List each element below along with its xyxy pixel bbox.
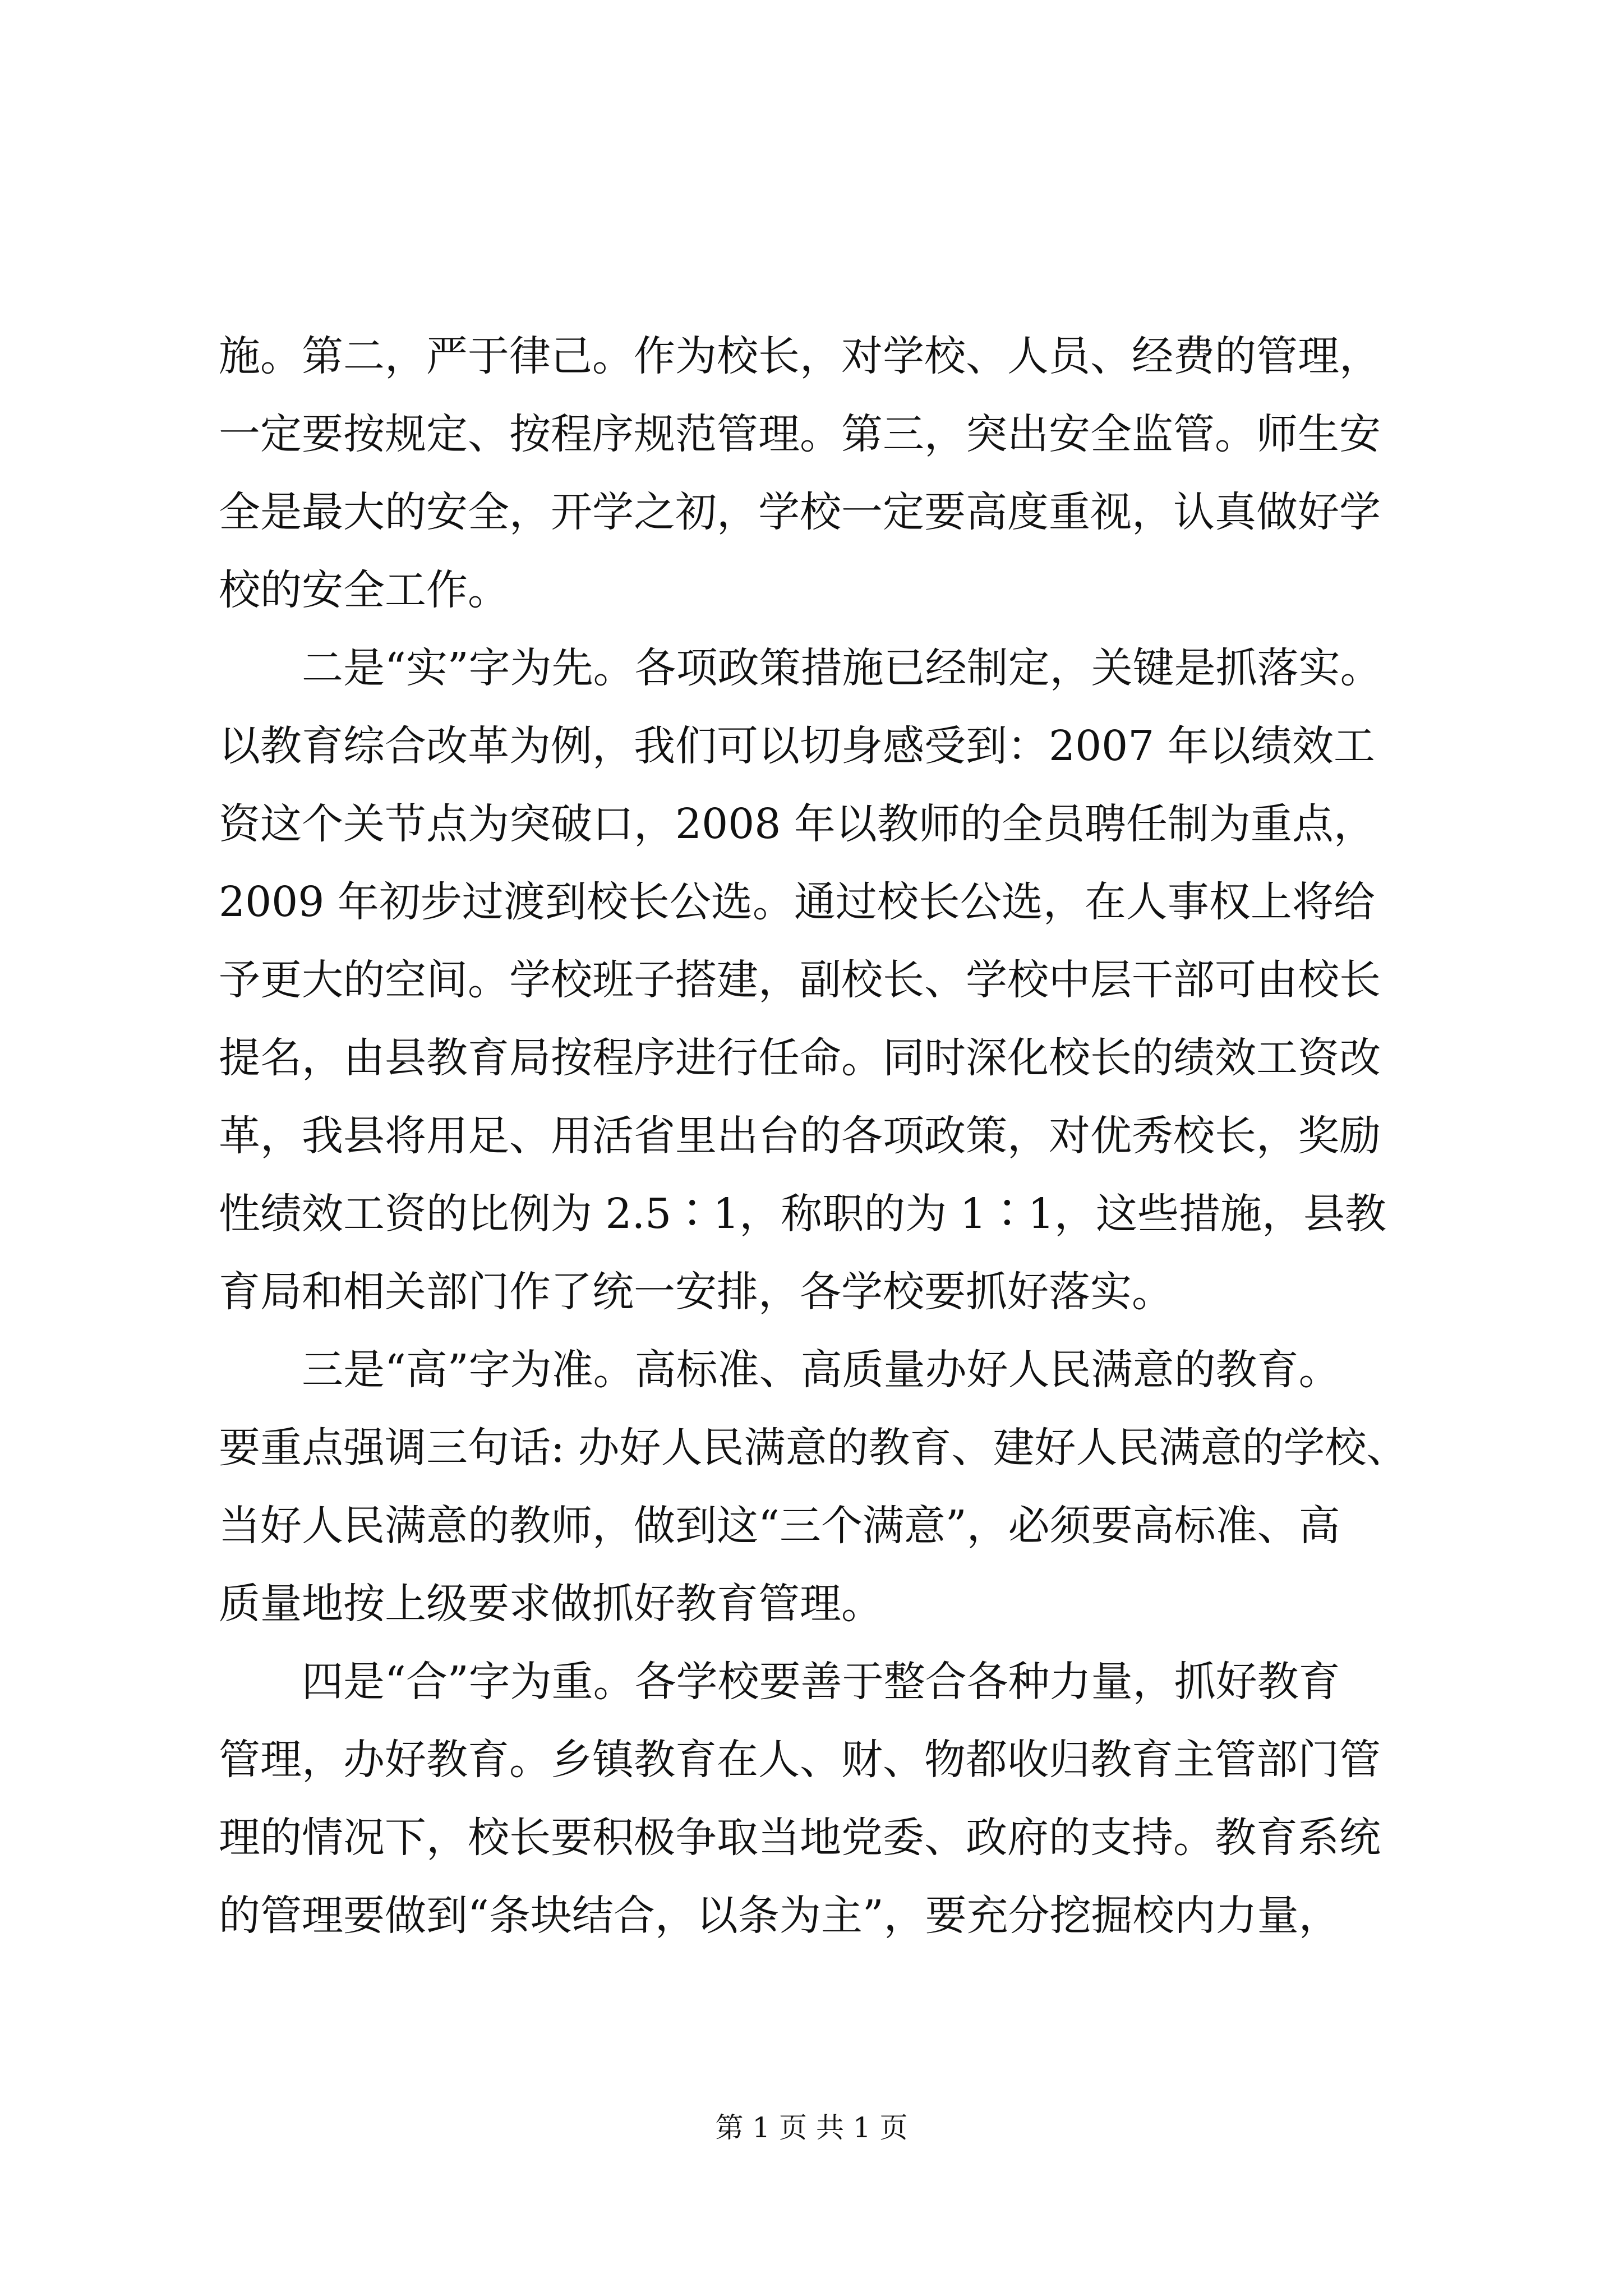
- paragraph-line: 2009 年初步过渡到校长公选。通过校长公选，在人事权上将给: [219, 878, 1375, 926]
- paragraph-line: 三是“高”字为准。高标准、高质量办好人民满意的教育。: [219, 1346, 1340, 1394]
- paragraph-line: 二是“实”字为先。各项政策措施已经制定，关键是抓落实。: [219, 644, 1382, 692]
- paragraph-line: 资这个关节点为突破口，2008 年以教师的全员聘任制为重点，: [219, 800, 1375, 848]
- paragraph-line: 全是最大的安全，开学之初，学校一定要高度重视，认真做好学: [219, 488, 1381, 536]
- paragraph-line: 的管理要做到“条块结合，以条为主”，要充分挖掘校内力量，: [219, 1892, 1340, 1940]
- paragraph-line: 校的安全工作。: [219, 566, 509, 614]
- paragraph-line: 当好人民满意的教师，做到这“三个满意”，必须要高标准、高: [219, 1502, 1340, 1550]
- paragraph-line: 以教育综合改革为例，我们可以切身感受到：2007 年以绩效工: [219, 722, 1375, 770]
- paragraph-line: 一定要按规定、按程序规范管理。第三，突出安全监管。师生安: [219, 410, 1381, 458]
- paragraph-line: 革，我县将用足、用活省里出台的各项政策，对优秀校长，奖励: [219, 1112, 1381, 1160]
- paragraph-line: 予更大的空间。学校班子搭建，副校长、学校中层干部可由校长: [219, 956, 1381, 1004]
- paragraph-line: 理的情况下，校长要积极争取当地党委、政府的支持。教育系统: [219, 1814, 1381, 1862]
- paragraph-line: 施。第二，严于律己。作为校长，对学校、人员、经费的管理，: [219, 332, 1381, 380]
- paragraph-line: 性绩效工资的比例为 2.5∶1，称职的为 1∶1，这些措施，县教: [219, 1190, 1386, 1238]
- paragraph-line: 质量地按上级要求做抓好教育管理。: [219, 1580, 883, 1628]
- paragraph-line: 要重点强调三句话: 办好人民满意的教育、建好人民满意的学校、: [219, 1424, 1408, 1472]
- page-footer: 第 1 页 共 1 页: [715, 2111, 908, 2144]
- paragraph-line: 育局和相关部门作了统一安排，各学校要抓好落实。: [219, 1268, 1173, 1316]
- paragraph-line: 管理，办好教育。乡镇教育在人、财、物都收归教育主管部门管: [219, 1736, 1381, 1784]
- paragraph-line: 提名，由县教育局按程序进行任命。同时深化校长的绩效工资改: [219, 1034, 1381, 1082]
- paragraph-line: 四是“合”字为重。各学校要善于整合各种力量，抓好教育: [219, 1658, 1340, 1706]
